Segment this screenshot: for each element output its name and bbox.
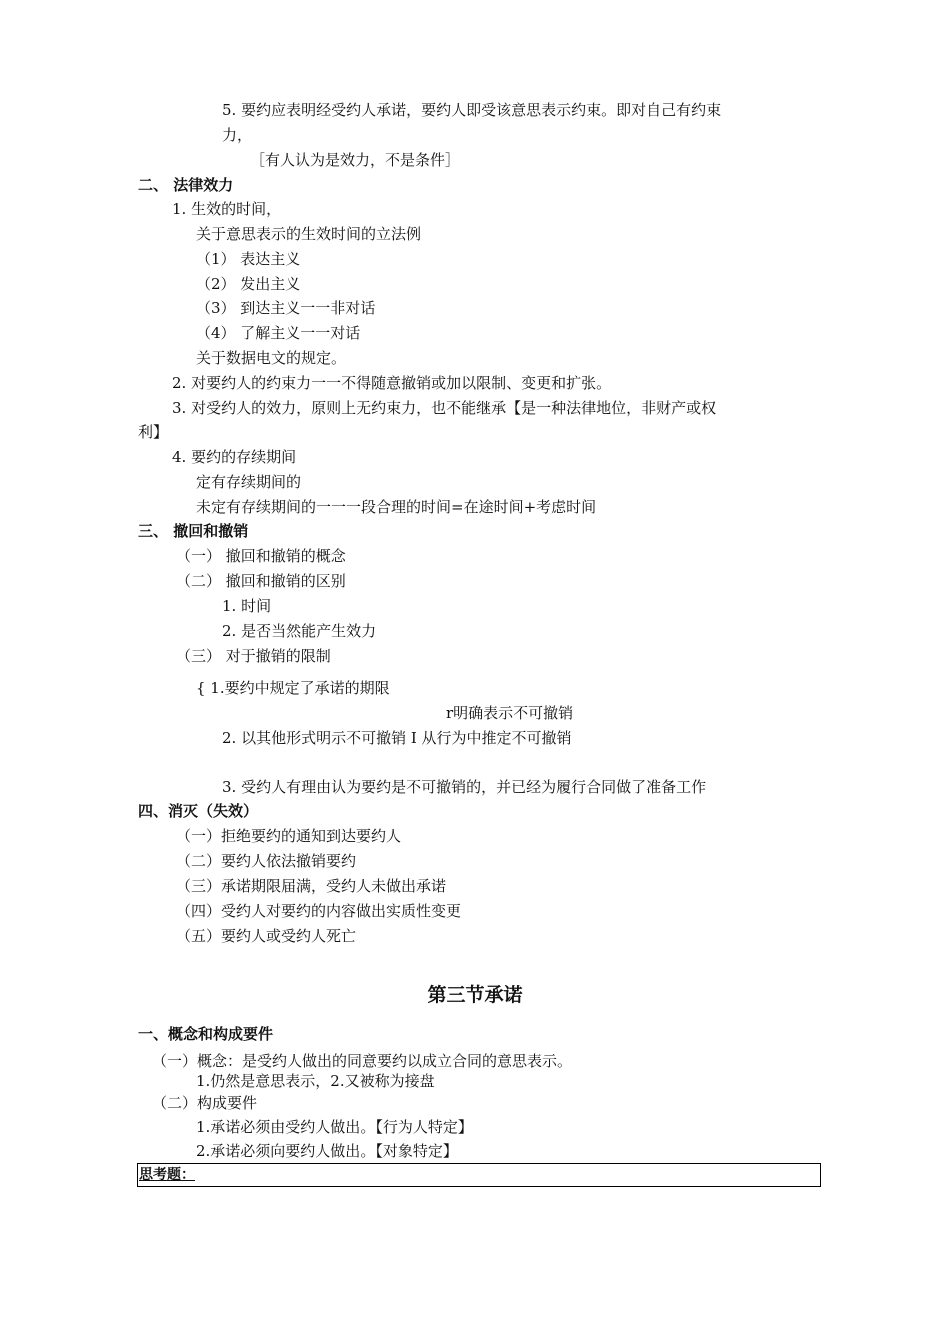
section-heading: 一、概念和构成要件 [138, 1025, 274, 1043]
text-line: （一）概念：是受约人做出的同意要约以成立合同的意思表示。 [152, 1052, 573, 1070]
text-line: 关于数据电文的规定。 [196, 349, 347, 367]
text-line: ［有人认为是效力，不是条件］ [250, 151, 461, 169]
list-item: （三）承诺期限届满，受约人未做出承诺 [176, 877, 447, 895]
text-line: （二）构成要件 [152, 1094, 258, 1112]
list-item: （2） 发出主义 [196, 275, 301, 293]
text-line: 利】 [138, 423, 169, 441]
section-heading: 二、 法律效力 [138, 176, 234, 194]
text-line: r明确表示不可撤销 [446, 704, 574, 722]
list-item: （二） 撤回和撤销的区别 [176, 572, 346, 590]
text-line: 未定有存续期间的一一一段合理的时间=在途时间+考虑时间 [196, 498, 597, 516]
text-line: 5. 要约应表明经受约人承诺，要约人即受该意思表示约束。即对自己有约束 [222, 101, 722, 119]
list-item: { 1.要约中规定了承诺的期限 [196, 679, 390, 697]
list-item: 3. 受约人有理由认为要约是不可撤销的，并已经为履行合同做了准备工作 [222, 778, 707, 796]
list-item: （一） 撤回和撤销的概念 [176, 547, 346, 565]
list-item: 2.承诺必须向要约人做出。【对象特定】 [196, 1142, 458, 1160]
list-item: （三） 对于撤销的限制 [176, 647, 331, 665]
text-line: 定有存续期间的 [196, 473, 302, 491]
section-heading: 三、 撤回和撤销 [138, 522, 249, 540]
chapter-title: 第三节承诺 [427, 984, 523, 1006]
list-item: （一）拒绝要约的通知到达要约人 [176, 827, 402, 845]
list-item: （3） 到达主义一一非对话 [196, 299, 376, 317]
list-item: （四）受约人对要约的内容做出实质性变更 [176, 902, 462, 920]
box-label: 思考题： [139, 1167, 195, 1183]
text-line: 1. 生效的时间， [172, 200, 282, 218]
text-line: 2. 对要约人的约束力一一不得随意撤销或加以限制、变更和扩张。 [172, 374, 612, 392]
list-item: （五）要约人或受约人死亡 [176, 927, 357, 945]
thinking-questions-box [137, 1163, 821, 1187]
text-line: 关于意思表示的生效时间的立法例 [196, 225, 422, 243]
list-item: 1.承诺必须由受约人做出。【行为人特定】 [196, 1118, 473, 1136]
list-item: 2. 是否当然能产生效力 [222, 622, 377, 640]
text-line: 1.仍然是意思表示，2.又被称为接盘 [196, 1072, 435, 1090]
list-item: 2. 以其他形式明示不可撤销 I 从行为中推定不可撤销 [222, 729, 572, 747]
text-line: 力， [222, 126, 253, 144]
text-line: 4. 要约的存续期间 [172, 448, 297, 466]
section-heading: 四、消灭（失效） [138, 802, 259, 820]
list-item: （4） 了解主义一一对话 [196, 324, 361, 342]
list-item: （二）要约人依法撤销要约 [176, 852, 357, 870]
text-line: 3. 对受约人的效力，原则上无约束力，也不能继承【是一种法律地位，非财产或权 [172, 399, 717, 417]
list-item: 1. 时间 [222, 597, 272, 615]
list-item: （1） 表达主义 [196, 250, 301, 268]
